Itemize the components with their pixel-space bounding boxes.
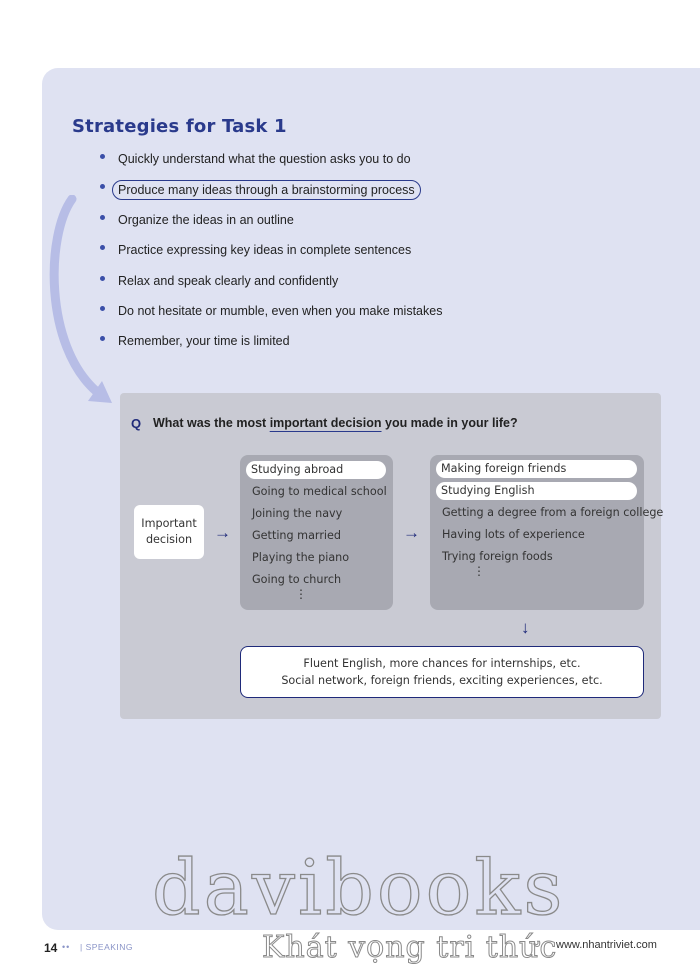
bullet-icon	[100, 215, 105, 220]
strategy-item	[100, 150, 442, 180]
footer-dots: ••	[62, 942, 71, 952]
idea-column-1	[240, 455, 393, 610]
bullet-icon	[100, 276, 105, 281]
strategy-text: Do not hesitate or mumble, even when you make mistakes	[118, 303, 443, 318]
section-label: | SPEAKING	[80, 942, 134, 952]
idea-item-selected: Studying English	[436, 482, 637, 500]
strategy-item	[100, 241, 442, 271]
result-line: Social network, foreign friends, exciting experiences, etc.	[281, 674, 603, 687]
strategy-text: Quickly understand what the question asks you to do	[118, 152, 411, 166]
right-arrow-icon: →	[214, 523, 231, 542]
strategy-list	[100, 150, 442, 363]
bullet-icon	[100, 184, 105, 189]
down-arrow-icon: ↓	[521, 618, 530, 637]
result-line: Fluent English, more chances for internships, etc.	[303, 657, 581, 670]
page-number: 14	[44, 941, 58, 955]
bullet-icon	[100, 306, 105, 311]
idea-item-selected: Making foreign friends	[436, 460, 637, 478]
strategy-text: Practice expressing key ideas in complete sentences	[118, 243, 412, 258]
strategy-item	[100, 272, 442, 302]
more-indicator: ⋮	[473, 564, 485, 578]
idea-item: Having lots of experience	[442, 528, 585, 541]
question-text	[153, 416, 518, 430]
idea-column-2	[430, 455, 664, 610]
bullet-icon	[100, 245, 105, 250]
right-arrow-icon: →	[403, 523, 420, 542]
idea-item: Going to medical school	[252, 485, 387, 498]
strategy-text: Relax and speak clearly and confidently	[118, 273, 339, 288]
strategy-text: Produce many ideas through a brainstorming process	[112, 180, 421, 200]
publisher-url: www.nhantriviet.com	[556, 939, 657, 951]
strategy-item-highlighted	[100, 180, 442, 210]
strategy-item	[100, 211, 442, 241]
idea-item: Trying foreign foods	[442, 550, 553, 563]
question-part: What was the most	[153, 416, 270, 430]
question-part: you made in your life?	[381, 416, 518, 430]
idea-item-selected: Studying abroad	[246, 461, 386, 479]
idea-item: Playing the piano	[252, 551, 350, 564]
start-line: Important	[141, 517, 197, 530]
start-node	[134, 505, 204, 559]
idea-item: Going to church	[252, 573, 342, 586]
strategy-text: Remember, your time is limited	[118, 334, 290, 349]
question-marker: Q	[131, 416, 142, 431]
more-indicator: ⋮	[295, 587, 307, 601]
idea-item: Joining the navy	[252, 507, 343, 520]
watermark-brand: davibooks	[152, 843, 566, 932]
idea-item: Getting married	[252, 529, 342, 542]
bullet-icon	[100, 336, 105, 341]
strategy-text: Organize the ideas in an outline	[118, 212, 294, 227]
idea-item: Getting a degree from a foreign college	[442, 506, 664, 519]
start-line: decision	[145, 533, 193, 546]
watermark-slogan: Khát vọng tri thức	[262, 930, 558, 965]
question-emphasis: important decision	[269, 416, 382, 430]
strategy-item	[100, 332, 442, 362]
strategy-item	[100, 302, 442, 332]
bullet-icon	[100, 154, 105, 159]
page-title: Strategies for Task 1	[72, 116, 287, 137]
result-box	[240, 646, 644, 698]
